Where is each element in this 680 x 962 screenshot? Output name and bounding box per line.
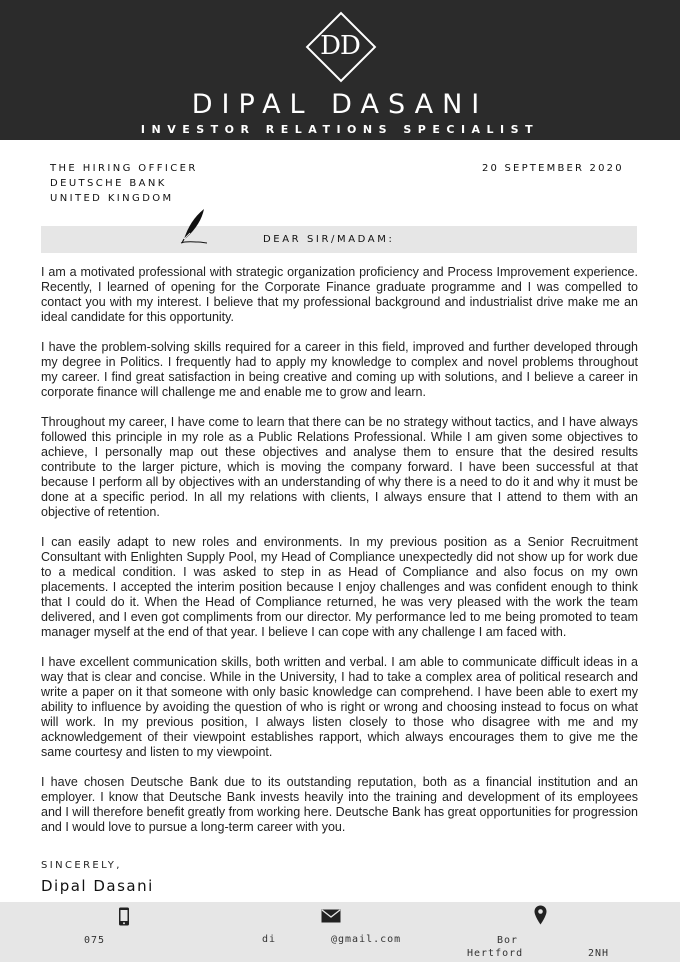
applicant-name: DIPAL DASANI <box>191 89 489 120</box>
body-paragraph: I have the problem-solving skills required for a career in this field, improved and further developed through my degree in Politics. I frequently had to apply my knowledge to complex and novel problems throughout my career. I find great satisfaction in being creative and coming up with solutions, and I believe a career in corporate finance will challenge me and enable me to grow and learn. <box>41 340 638 399</box>
logo-monogram: DD <box>320 31 360 61</box>
contact-footer <box>0 902 680 962</box>
signature-name: Dipal Dasani <box>41 877 154 895</box>
address-line: Bor <box>497 935 519 946</box>
body-paragraph: Throughout my career, I have come to learn that there can be no strategy without tactics, and I have always followed this principle in my role as a Public Relations Professional. While I am given some objectives to achieve, I personally map out these objectives and analyse them to ensure that the desired results contribute to the larger picture, which is moving the company forward. I have been successful at that because I perform all by objectives with an understanding of why there is a need to do it and why it must be done at a specific period. In all my relations with clients, I always ensure that I attend to them with an objective of retention. <box>41 415 638 519</box>
email-prefix: di <box>262 934 277 945</box>
quill-icon <box>178 207 208 247</box>
job-title: INVESTOR RELATIONS SPECIALIST <box>140 123 540 136</box>
body-paragraph: I am a motivated professional with strategic organization proficiency and Process Improvement experience. Recently, I learned of opening for the Corporate Finance graduate programme and I was compelled to contact you with my interest. I believe that my professional background and industrialist drive make me an ideal candidate for this opportunity. <box>41 265 638 324</box>
body-paragraph: I have excellent communication skills, both written and verbal. I am able to communicate difficult ideas in a way that is clear and concise. While in the University, I had to take a complex area of political research and write a paper on it that someone with only basic knowledge can comprehend. I have been able to exert my ability to influence by avoiding the question of who is right or wrong and choosing instead to focus on what will work. In my previous position, I always listen closely to those who disagree with me and my acknowledgement of their viewpoint establishes rapport, which always encourages them to give me the same courtesy and listen to my viewpoint. <box>41 655 638 759</box>
letter-date: 20 SEPTEMBER 2020 <box>482 163 624 174</box>
closing: SINCERELY, <box>41 860 122 871</box>
letter-body <box>41 265 638 850</box>
mail-icon <box>321 909 341 923</box>
salutation: DEAR SIR/MADAM: <box>263 234 395 245</box>
email-domain: @gmail.com <box>331 934 402 945</box>
body-paragraph: I have chosen Deutsche Bank due to its outstanding reputation, both as a financial institution and an employer. I know that Deutsche Bank invests heavily into the training and development of its employees and I will therefore benefit greatly from working here. Deutsche Bank has great opportunities for progression and I would love to pursue a long-term career with you. <box>41 775 638 834</box>
recipient-address <box>50 161 198 206</box>
header <box>0 0 680 140</box>
phone-icon <box>118 907 130 926</box>
body-paragraph: I can easily adapt to new roles and environments. In my previous position as a Senior Recruitment Consultant with Enlighten Supply Pool, my Head of Compliance unexpectedly did not show up for work due to a medical condition. I was asked to step in as Head of Compliance and also focus on my own placements. I accepted the interim position because I enjoy challenges and was confident enough to think that I could do it. When the Head of Compliance returned, he was very pleased with the work the team delivered, and I even got compliments from our director. My performance led to me being promoted to team manager myself at the end of that year. I believe I can cope with any challenge I am faced with. <box>41 535 638 639</box>
recipient-line: UNITED KINGDOM <box>50 193 174 204</box>
address-postcode: 2NH <box>588 948 610 959</box>
recipient-line: THE HIRING OFFICER <box>50 163 198 174</box>
recipient-line: DEUTSCHE BANK <box>50 178 167 189</box>
location-pin-icon <box>534 905 547 925</box>
phone-number: 075 <box>84 935 106 946</box>
address-line: Hertford <box>467 948 524 959</box>
